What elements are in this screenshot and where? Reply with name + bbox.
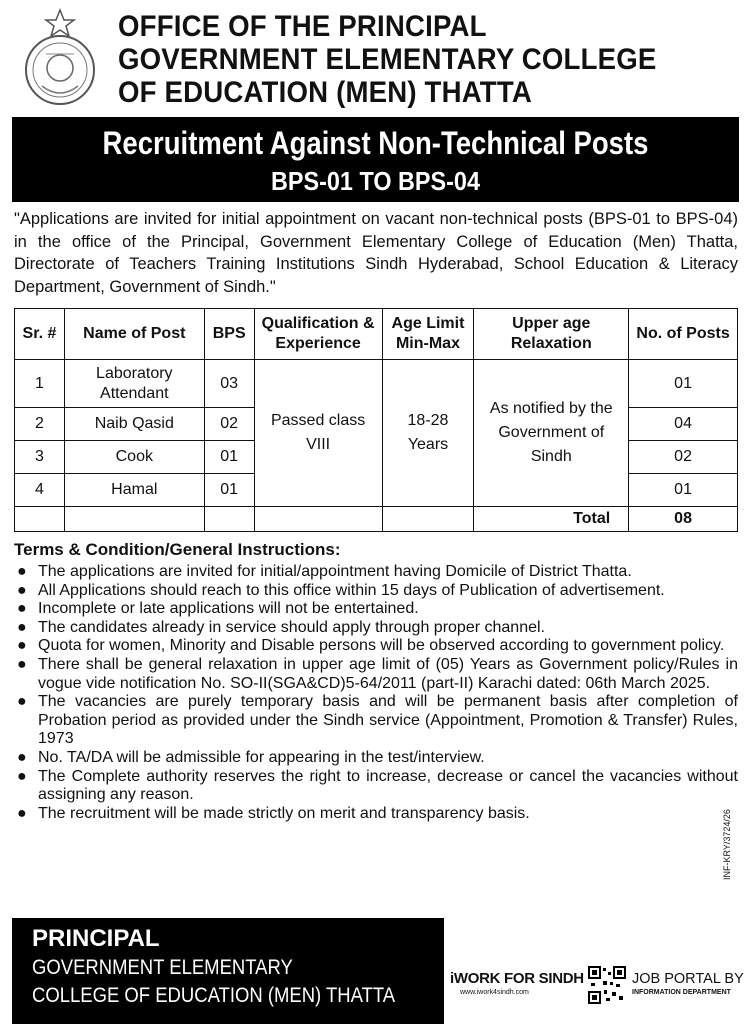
list-item [14, 600, 738, 619]
empty-cell [254, 507, 382, 532]
header-sr: Sr. # [15, 309, 65, 360]
term-text: The Complete authority reserves the right to increase, decrease or cancel the vacancies without assigning any reason. [38, 767, 738, 804]
advert-reference-code: INF-KRY/3724/26 [722, 809, 732, 880]
cell-post-name: Laboratory Attendant [64, 360, 204, 408]
cell-qualification: Passed class VIII [254, 360, 382, 507]
list-item [14, 563, 738, 582]
bullet-icon: ● [17, 655, 27, 673]
bullet-icon: ● [17, 748, 27, 766]
job-portal-text: JOB PORTAL BY [632, 971, 744, 987]
work-for-sindh-site: www.iwork4sindh.com [460, 989, 529, 996]
term-text: All Applications should reach to this office within 15 days of Publication of advertisement. [38, 581, 665, 599]
footer [0, 918, 750, 1024]
bullet-icon: ● [17, 563, 27, 580]
cell-bps: 01 [204, 474, 254, 507]
i-glyph-icon: i [450, 970, 454, 987]
list-item [14, 805, 738, 824]
header-age-limit: Age Limit Min-Max [382, 309, 474, 360]
terms-heading: Terms & Condition/General Instructions: [14, 540, 341, 559]
cell-posts: 01 [629, 360, 738, 408]
header-bps: BPS [204, 309, 254, 360]
list-item [14, 693, 738, 749]
work-for-sindh-text: WORK FOR SINDH [453, 970, 584, 987]
principal-signature-block [12, 918, 444, 1024]
cell-post-name: Cook [64, 441, 204, 474]
list-item [14, 768, 738, 805]
job-portal-credit [632, 970, 747, 998]
term-text: The vacancies are purely temporary basis and will be permanent basis after completion of Probation period as provided under the Sindh service (Appointment, Promotion & Transfer) Rules, 1973 [38, 693, 738, 748]
terms-list [14, 563, 738, 823]
cell-post-name: Naib Qasid [64, 408, 204, 441]
information-department-text: INFORMATION DEPARTMENT [632, 989, 731, 996]
empty-cell [15, 507, 65, 532]
table-header-row [15, 309, 738, 360]
term-text: There shall be general relaxation in upper age limit of (05) Years as Government policy/Rules in vogue vide notification No. SO-II(SGA&CD)5-64/2011 (part-II) Karachi dated: 06th March 2025. [38, 655, 738, 692]
list-item [14, 582, 738, 601]
office-line: GOVERNMENT ELEMENTARY COLLEGE [118, 43, 657, 76]
cell-posts: 02 [629, 441, 738, 474]
cell-sr: 2 [15, 408, 65, 441]
empty-cell [204, 507, 254, 532]
banner-title: Recruitment Against Non-Technical Posts [102, 125, 649, 161]
cell-sr: 4 [15, 474, 65, 507]
recruitment-banner [12, 117, 739, 202]
term-text: The applications are invited for initial/appointment having Domicile of District Thatta. [38, 563, 632, 580]
empty-cell [64, 507, 204, 532]
header-no-of-posts: No. of Posts [629, 309, 738, 360]
posts-table [14, 308, 738, 532]
footer-line: COLLEGE OF EDUCATION (MEN) THATTA [32, 984, 396, 1007]
cell-post-name: Hamal [64, 474, 204, 507]
cell-bps: 01 [204, 441, 254, 474]
bullet-icon: ● [17, 618, 27, 636]
cell-sr: 3 [15, 441, 65, 474]
list-item [14, 656, 738, 693]
header-relaxation: Upper age Relaxation [474, 309, 629, 360]
total-value: 08 [629, 507, 738, 532]
cell-posts: 04 [629, 408, 738, 441]
cell-bps: 03 [204, 360, 254, 408]
bullet-icon: ● [17, 767, 27, 785]
table-total-row [15, 507, 738, 532]
sindh-government-seal [12, 8, 108, 108]
office-line: OF EDUCATION (MEN) THATTA [118, 76, 532, 109]
header [0, 0, 750, 116]
term-text: The recruitment will be made strictly on merit and transparency basis. [38, 804, 530, 822]
term-text: The candidates already in service should apply through proper channel. [38, 618, 545, 636]
list-item [14, 749, 738, 768]
office-title [118, 10, 746, 109]
cell-sr: 1 [15, 360, 65, 408]
list-item [14, 619, 738, 638]
footer-line: GOVERNMENT ELEMENTARY [32, 956, 293, 979]
bullet-icon: ● [17, 581, 27, 599]
cell-posts: 01 [629, 474, 738, 507]
header-qualification: Qualification & Experience [254, 309, 382, 360]
cell-age-limit: 18-28 Years [382, 360, 474, 507]
bullet-icon: ● [17, 637, 27, 655]
bullet-icon: ● [17, 804, 27, 822]
term-text: Quota for women, Minority and Disable persons will be observed according to government policy. [38, 637, 725, 655]
banner-subtitle: BPS-01 TO BPS-04 [271, 166, 480, 196]
work-for-sindh-wordmark [450, 970, 590, 988]
header-post-name: Name of Post [64, 309, 204, 360]
cell-bps: 02 [204, 408, 254, 441]
list-item [14, 637, 738, 656]
terms-section [14, 540, 738, 823]
bullet-icon: ● [17, 693, 27, 711]
work-for-sindh-logo [450, 970, 590, 997]
qr-code-icon [588, 966, 626, 1004]
intro-paragraph: "Applications are invited for initial appointment on vacant non-technical posts (BPS-01 to BPS-04) in the office of the Principal, Government Elementary College of Education (Men) Thatta, Directorate of Teachers Training Institutions Sindh Hyderabad, School Education & Literacy Department, Government of Sindh." [14, 210, 738, 296]
total-label: Total [474, 507, 629, 532]
office-line: OFFICE OF THE PRINCIPAL [118, 10, 487, 43]
cell-relaxation: As notified by the Government of Sindh [474, 360, 629, 507]
term-text: No. TA/DA will be admissible for appearing in the test/interview. [38, 748, 485, 766]
term-text: Incomplete or late applications will not be entertained. [38, 600, 419, 618]
table-row [15, 360, 738, 408]
footer-title: PRINCIPAL [32, 925, 160, 952]
bullet-icon: ● [17, 600, 27, 618]
empty-cell [382, 507, 474, 532]
